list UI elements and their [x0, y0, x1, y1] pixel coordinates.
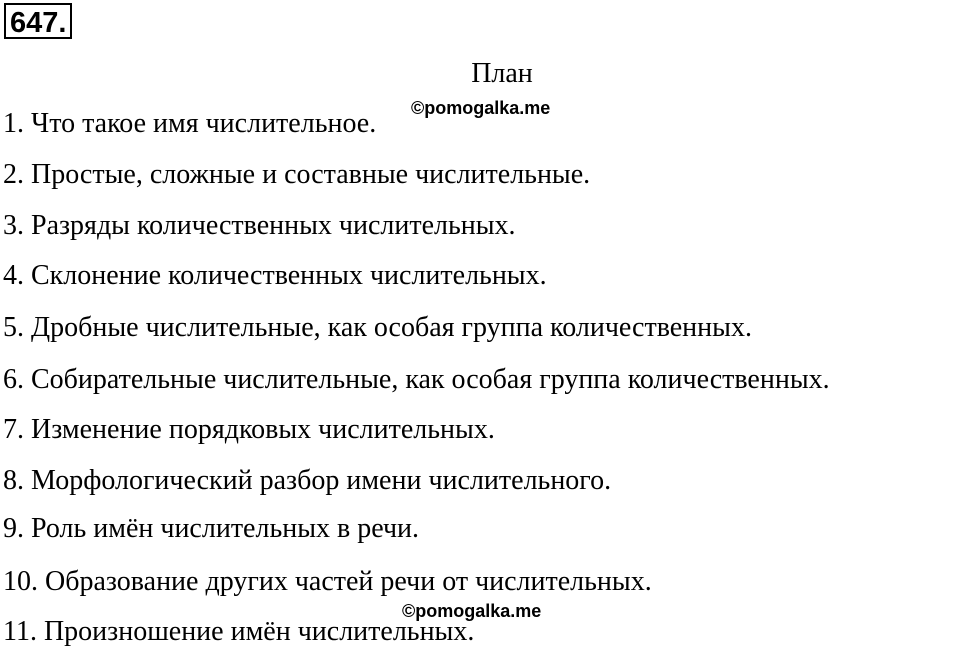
watermark-bottom: ©pomogalka.me — [402, 601, 542, 621]
plan-item-3: 3. Разряды количественных числительных. — [3, 210, 516, 241]
plan-item-5: 5. Дробные числительные, как особая группа количественных. — [3, 312, 752, 343]
plan-item-1: 1. Что такое имя числительное. — [3, 108, 377, 139]
task-number-badge: 647. — [4, 3, 72, 39]
watermark-top: ©pomogalka.me — [411, 98, 551, 118]
plan-item-11: 11. Произношение имён числительных. — [3, 616, 475, 647]
plan-item-2: 2. Простые, сложные и составные числительные. — [3, 159, 591, 190]
plan-item-10: 10. Образование других частей речи от числительных. — [3, 566, 652, 597]
plan-item-4: 4. Склонение количественных числительных. — [3, 260, 547, 291]
plan-item-9: 9. Роль имён числительных в речи. — [3, 513, 420, 544]
plan-item-7: 7. Изменение порядковых числительных. — [3, 414, 495, 445]
plan-item-6: 6. Собирательные числительные, как особая группа количественных. — [3, 364, 830, 395]
plan-item-8: 8. Морфологический разбор имени числительного. — [3, 465, 612, 496]
plan-title: План — [471, 58, 533, 89]
